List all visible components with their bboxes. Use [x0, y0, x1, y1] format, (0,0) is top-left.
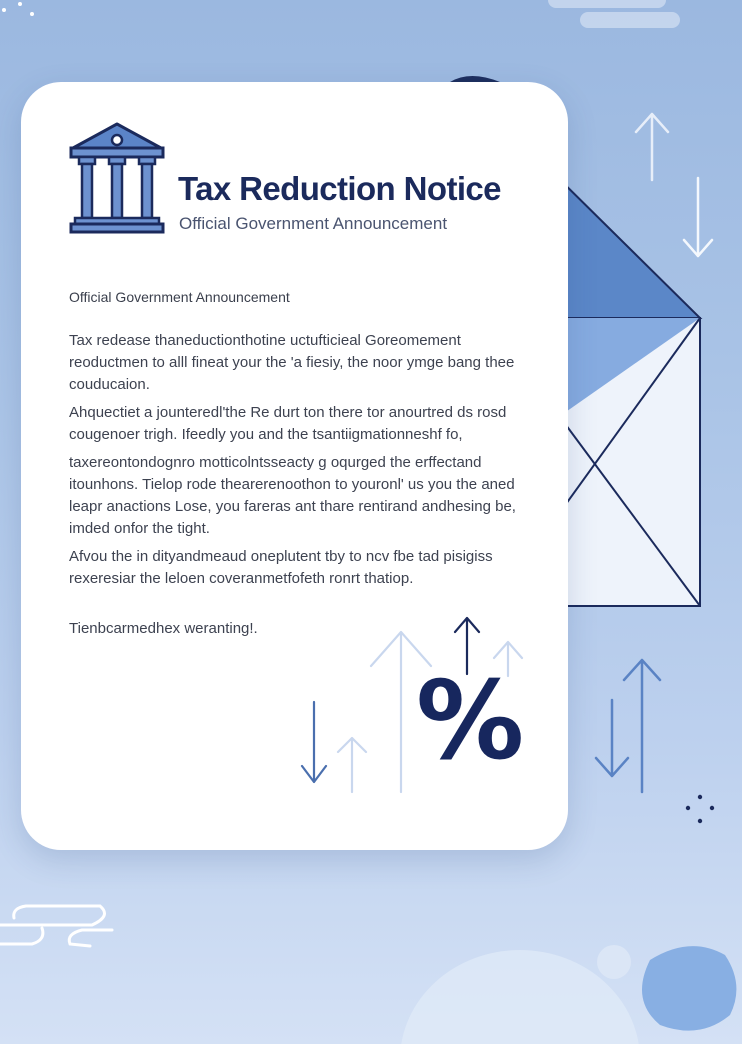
body-paragraph: Afvou the in dityandmeaud oneplutent tby to ncv fbe tad pisigiss rexeresiar the leloen coveranmetfofeth ronrt thatiop.	[69, 548, 493, 587]
circle-decoration	[597, 945, 631, 979]
body-paragraph: taxereontondognro motticolntsseacty g oqurged the erffectand itounhons. Tielop rode thearerenoothon to youronl' us you the aned leapr anactions Lose, you fareras ant thare rentirand andhesing be, imded onfor the tight.	[69, 454, 516, 537]
blob-decoration	[642, 946, 736, 1031]
signoff-text: Tienbcarmedhex weranting!.	[69, 620, 258, 637]
government-building-icon	[69, 118, 165, 236]
notice-title: Tax Reduction Notice	[178, 170, 501, 207]
swirl-decoration	[0, 906, 112, 946]
dots-decoration	[2, 2, 34, 16]
body-paragraph: Ahquectiet a jounteredl'the Re durt ton there tor anourtred ds rosd cougenoer trigh. Ifeedly you and the tsantiigmationneshf fo,	[69, 404, 507, 443]
section-label: Official Government Announcement	[69, 289, 290, 305]
dots-decoration	[686, 795, 714, 823]
percent-symbol: %	[416, 659, 525, 784]
notice-card	[21, 82, 568, 850]
body-paragraph: Tax redease thaneductionthotine uctufticieal Goreomement reoductmen to alll fineat your the 'a fiesiy, the noor ymge bang thee couducaion.	[69, 332, 515, 393]
cloud-decoration	[548, 0, 680, 28]
notice-subtitle: Official Government Announcement	[179, 214, 448, 233]
